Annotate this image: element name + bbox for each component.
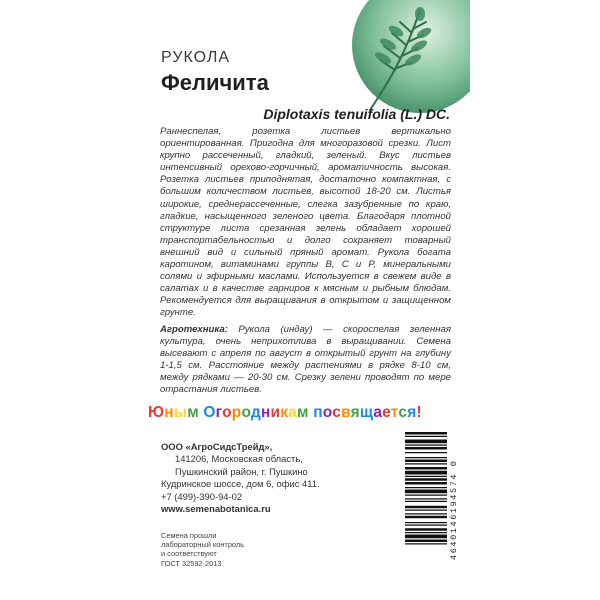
slogan-letter: я: [407, 404, 417, 421]
arugula-leaf-photo: [350, 0, 470, 115]
certification-note: [161, 531, 244, 568]
slogan-letter: е: [382, 404, 391, 421]
agrotechnics-section: [160, 324, 451, 397]
cert-line: и соответствуют: [161, 549, 217, 559]
slogan-letter: т: [390, 404, 399, 421]
slogan-letter: !: [416, 404, 422, 421]
company-info: [161, 441, 320, 515]
company-address-line: 141206, Московская область,: [175, 453, 303, 465]
slogan: [148, 404, 448, 422]
slogan-letter: н: [260, 404, 271, 421]
variety-name: Феличита: [161, 70, 269, 95]
slogan-letter: н: [164, 404, 174, 421]
company-address-line: Пушкинский район, г. Пушкино: [175, 465, 308, 477]
slogan-letter: щ: [359, 404, 374, 421]
slogan-letter: м: [297, 404, 309, 421]
slogan-letter: г: [215, 404, 223, 421]
slogan-letter: п: [313, 404, 323, 421]
slogan-letter: о: [222, 404, 232, 421]
slogan-letter: я: [350, 404, 360, 421]
company-name: ООО «АгроСидсТрейд»,: [161, 441, 273, 452]
agrotechnics-text: Рукола (индау) — скороспелая зеленная культура, очень неприхотлива в выращивании. Семена высевают с апреля по август в открытый грунт на глубину 1-1,5 см. Расстояние между растениями в рядке 8-10 см, между рядками — 20-30 см. Срезку зелени проводят по мере отрастания листьев.: [160, 324, 451, 396]
agrotechnics-label: Агротехника:: [160, 324, 228, 335]
cert-line: Семена прошли: [161, 531, 217, 540]
slogan-letter: к: [280, 404, 289, 421]
slogan-letter: о: [241, 404, 251, 421]
latin-name: Diplotaxis tenuifolia (L.) DC.: [263, 106, 450, 122]
cert-line: лабораторный контроль: [161, 540, 245, 550]
slogan-letter: а: [373, 404, 383, 421]
company-address-line: Кудринское шоссе, дом 6, офис 411.: [161, 478, 320, 490]
slogan-letter: О: [203, 404, 216, 421]
slogan-letter: м: [187, 404, 199, 421]
variety-description: Раннеспелая, розетка листьев вертикально ориентированная. Пригодна для многоразовой срезки. Лист крупно рассеченный, гладкий, зеленый. Вкус листьев интенсивный орехово-горчичный, ароматичность высокая. Розетка листьев приподнятая, достаточно компактная, с большим количеством листьев, высотой 18-20 см. Листья широкие, среднерассеченные, слегка зазубренные по краю, гладкие, насыщенного зеленого цвета. Благодаря плотной структуре листа срезанная зелень обладает хорошей транспортабельностью и долго сохраняет товарный внешний вид и сильный пряный аромат. Рукола богата каротином, витаминами группы В, С и Р, минеральными солями и эфирными маслами. Используется в свежем виде в салатах и в качестве гарниров к мясным и рыбным блюдам. Рекомендуется для выращивания в открытом и защищенном грунте.: [160, 126, 451, 319]
slogan-letter: а: [288, 404, 298, 421]
slogan-letter: Ю: [148, 404, 165, 421]
slogan-letter: с: [332, 404, 342, 421]
crop-category: РУКОЛА: [161, 49, 231, 66]
slogan-letter: о: [322, 404, 333, 421]
cert-line: ГОСТ 32592-2013: [161, 558, 222, 568]
slogan-letter: в: [341, 404, 351, 421]
slogan-letter: и: [270, 404, 281, 421]
barcode-digits: 4640146194574 0: [449, 459, 459, 561]
barcode-icon: [405, 430, 447, 590]
slogan-letter: с: [398, 404, 408, 421]
slogan-letter: ы: [173, 404, 188, 421]
slogan-letter: р: [231, 404, 242, 421]
company-phone: +7 (499)-390-94-02: [161, 490, 243, 502]
company-website: www.semenabotanica.ru: [161, 503, 271, 515]
slogan-letter: д: [250, 404, 261, 421]
